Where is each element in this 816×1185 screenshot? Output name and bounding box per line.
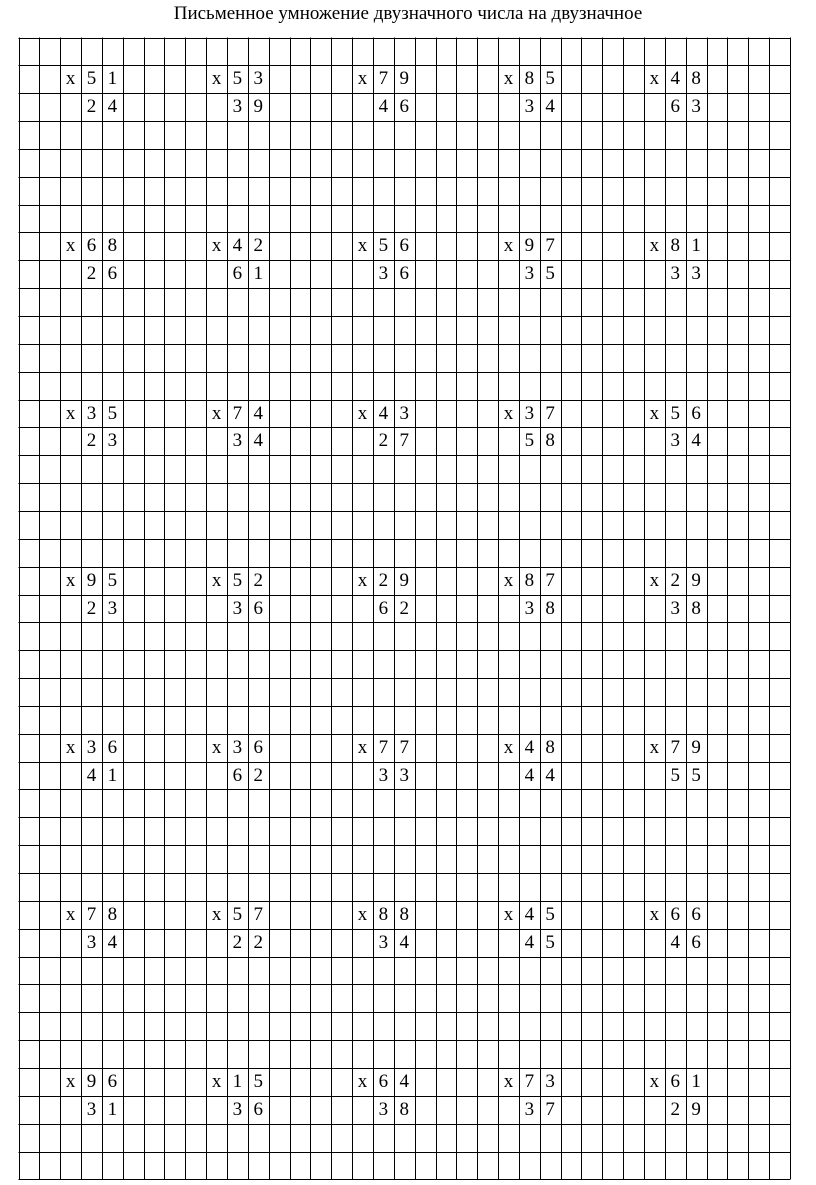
multiplicand-ones-digit: 2: [253, 569, 264, 591]
multiplier-ones-digit: 5: [545, 931, 555, 953]
multiplier-ones-digit: 9: [253, 96, 264, 118]
multiplicand-tens-digit: 8: [524, 68, 535, 90]
multiplier-tens-digit: 3: [670, 597, 681, 619]
multiplicand-ones-digit: 8: [691, 68, 701, 90]
multiplicand-tens-digit: 8: [670, 235, 681, 257]
multiplier-ones-digit: 6: [107, 263, 118, 285]
multiplier-tens-digit: 3: [86, 1098, 97, 1120]
multiplicand-ones-digit: 3: [545, 1070, 555, 1092]
multiplicand-ones-digit: 5: [545, 68, 555, 90]
multiplier-ones-digit: 6: [253, 1098, 264, 1120]
multiplier-tens-digit: 3: [86, 931, 97, 953]
multiplier-ones-digit: 5: [545, 263, 555, 285]
multiplicand-ones-digit: 8: [545, 736, 555, 758]
multiply-sign: х: [649, 235, 660, 257]
multiplicand-tens-digit: 4: [524, 736, 535, 758]
multiplicand-tens-digit: 6: [378, 1070, 389, 1092]
multiply-sign: х: [65, 1070, 76, 1092]
multiply-sign: х: [211, 1070, 222, 1092]
multiplier-tens-digit: 3: [378, 263, 389, 285]
multiply-sign: х: [649, 903, 660, 925]
multiplicand-ones-digit: 6: [107, 736, 118, 758]
multiply-sign: х: [649, 402, 660, 424]
multiplicand-tens-digit: 1: [232, 1070, 243, 1092]
multiplier-ones-digit: 9: [691, 1098, 701, 1120]
multiplier-ones-digit: 6: [253, 597, 264, 619]
multiplicand-ones-digit: 6: [691, 402, 701, 424]
multiplier-tens-digit: 5: [670, 764, 681, 786]
multiplicand-ones-digit: 7: [399, 736, 409, 758]
multiplier-ones-digit: 8: [545, 430, 555, 452]
multiplicand-tens-digit: 4: [670, 68, 681, 90]
multiplicand-ones-digit: 6: [691, 903, 701, 925]
multiplier-ones-digit: 8: [691, 597, 701, 619]
multiply-sign: х: [211, 68, 222, 90]
multiplier-tens-digit: 3: [232, 1098, 243, 1120]
multiplier-ones-digit: 4: [399, 931, 409, 953]
multiplier-ones-digit: 4: [253, 430, 264, 452]
multiplicand-tens-digit: 5: [378, 235, 389, 257]
multiplicand-tens-digit: 7: [378, 736, 389, 758]
multiplier-tens-digit: 3: [524, 96, 535, 118]
multiplicand-ones-digit: 5: [107, 402, 118, 424]
multiplier-tens-digit: 3: [524, 1098, 535, 1120]
multiplier-tens-digit: 4: [378, 96, 389, 118]
multiplier-tens-digit: 2: [86, 96, 97, 118]
multiplier-tens-digit: 2: [378, 430, 389, 452]
multiplicand-ones-digit: 8: [107, 235, 118, 257]
multiplier-ones-digit: 6: [399, 263, 409, 285]
multiplier-ones-digit: 5: [691, 764, 701, 786]
multiply-sign: х: [649, 68, 660, 90]
multiply-sign: х: [211, 402, 222, 424]
multiply-sign: х: [503, 235, 514, 257]
multiplier-tens-digit: 6: [378, 597, 389, 619]
multiplicand-ones-digit: 8: [107, 903, 118, 925]
multiply-sign: х: [503, 68, 514, 90]
multiplicand-tens-digit: 5: [670, 402, 681, 424]
multiplier-ones-digit: 1: [107, 1098, 118, 1120]
multiplicand-tens-digit: 3: [86, 736, 97, 758]
multiply-sign: х: [649, 736, 660, 758]
multiplicand-ones-digit: 4: [399, 1070, 409, 1092]
multiplicand-tens-digit: 8: [378, 903, 389, 925]
multiplier-ones-digit: 6: [691, 931, 701, 953]
multiplier-tens-digit: 6: [232, 263, 243, 285]
multiplicand-ones-digit: 9: [399, 569, 409, 591]
multiplier-tens-digit: 3: [524, 597, 535, 619]
multiply-sign: х: [65, 68, 76, 90]
multiply-sign: х: [357, 68, 368, 90]
multiply-sign: х: [65, 736, 76, 758]
multiplicand-ones-digit: 9: [691, 569, 701, 591]
multiplicand-tens-digit: 7: [86, 903, 97, 925]
multiplier-tens-digit: 3: [378, 931, 389, 953]
multiply-sign: х: [211, 569, 222, 591]
multiplicand-tens-digit: 3: [86, 402, 97, 424]
multiplicand-tens-digit: 2: [378, 569, 389, 591]
multiplicand-tens-digit: 4: [378, 402, 389, 424]
multiplicand-tens-digit: 7: [232, 402, 243, 424]
multiplicand-ones-digit: 4: [253, 402, 264, 424]
multiplicand-ones-digit: 5: [545, 903, 555, 925]
multiplicand-ones-digit: 6: [399, 235, 409, 257]
multiplier-ones-digit: 2: [253, 764, 264, 786]
multiplier-ones-digit: 4: [107, 96, 118, 118]
multiplier-tens-digit: 3: [670, 263, 681, 285]
multiplier-tens-digit: 4: [670, 931, 681, 953]
multiplicand-tens-digit: 3: [232, 736, 243, 758]
multiplicand-tens-digit: 7: [670, 736, 681, 758]
multiply-sign: х: [357, 235, 368, 257]
multiplicand-tens-digit: 6: [670, 903, 681, 925]
multiplicand-tens-digit: 3: [524, 402, 535, 424]
multiplier-tens-digit: 3: [378, 1098, 389, 1120]
multiplicand-tens-digit: 5: [232, 903, 243, 925]
multiplier-tens-digit: 3: [232, 597, 243, 619]
multiplicand-tens-digit: 9: [524, 235, 535, 257]
multiply-sign: х: [357, 569, 368, 591]
multiplier-ones-digit: 1: [107, 764, 118, 786]
multiplicand-ones-digit: 3: [253, 68, 264, 90]
multiplicand-ones-digit: 1: [691, 1070, 701, 1092]
multiply-sign: х: [503, 736, 514, 758]
multiplier-tens-digit: 4: [86, 764, 97, 786]
multiply-sign: х: [649, 1070, 660, 1092]
multiply-sign: х: [357, 1070, 368, 1092]
multiplier-tens-digit: 2: [232, 931, 243, 953]
multiplier-tens-digit: 3: [232, 96, 243, 118]
multiply-sign: х: [65, 235, 76, 257]
multiplicand-ones-digit: 6: [253, 736, 264, 758]
multiplier-ones-digit: 4: [107, 931, 118, 953]
multiply-sign: х: [211, 736, 222, 758]
multiplicand-tens-digit: 5: [232, 569, 243, 591]
multiplicand-tens-digit: 6: [670, 1070, 681, 1092]
multiplier-tens-digit: 2: [86, 430, 97, 452]
multiply-sign: х: [357, 402, 368, 424]
multiplier-ones-digit: 7: [545, 1098, 555, 1120]
multiplicand-tens-digit: 4: [524, 903, 535, 925]
multiplicand-ones-digit: 1: [691, 235, 701, 257]
multiplier-tens-digit: 3: [232, 430, 243, 452]
multiplier-ones-digit: 3: [399, 764, 409, 786]
multiplicand-ones-digit: 9: [691, 736, 701, 758]
multiplier-tens-digit: 3: [670, 430, 681, 452]
multiplier-tens-digit: 4: [524, 931, 535, 953]
multiplicand-ones-digit: 5: [253, 1070, 264, 1092]
multiplicand-tens-digit: 9: [86, 1070, 97, 1092]
multiplier-ones-digit: 7: [399, 430, 409, 452]
multiply-sign: х: [357, 736, 368, 758]
multiplier-ones-digit: 4: [545, 96, 555, 118]
multiplier-ones-digit: 6: [399, 96, 409, 118]
multiplier-tens-digit: 4: [524, 764, 535, 786]
multiplier-ones-digit: 4: [545, 764, 555, 786]
multiplicand-tens-digit: 8: [524, 569, 535, 591]
multiplicand-tens-digit: 6: [86, 235, 97, 257]
multiplicand-tens-digit: 7: [524, 1070, 535, 1092]
multiply-sign: х: [211, 235, 222, 257]
multiplicand-ones-digit: 7: [545, 569, 555, 591]
multiplicand-tens-digit: 5: [86, 68, 97, 90]
multiplicand-ones-digit: 8: [399, 903, 409, 925]
multiplier-tens-digit: 6: [232, 764, 243, 786]
multiplier-ones-digit: 3: [107, 597, 118, 619]
multiplier-tens-digit: 2: [670, 1098, 681, 1120]
multiplicand-tens-digit: 7: [378, 68, 389, 90]
multiplicand-ones-digit: 5: [107, 569, 118, 591]
multiplier-ones-digit: 2: [253, 931, 264, 953]
multiplier-ones-digit: 8: [399, 1098, 409, 1120]
multiplier-ones-digit: 1: [253, 263, 264, 285]
multiplier-tens-digit: 5: [524, 430, 535, 452]
multiply-sign: х: [65, 569, 76, 591]
multiply-sign: х: [357, 903, 368, 925]
multiply-sign: х: [503, 1070, 514, 1092]
multiplier-tens-digit: 2: [86, 597, 97, 619]
multiply-sign: х: [503, 903, 514, 925]
multiplier-ones-digit: 3: [107, 430, 118, 452]
multiply-sign: х: [503, 569, 514, 591]
multiplier-ones-digit: 3: [691, 96, 701, 118]
multiplicand-tens-digit: 5: [232, 68, 243, 90]
multiplicand-ones-digit: 1: [107, 68, 118, 90]
multiply-sign: х: [649, 569, 660, 591]
multiplicand-ones-digit: 2: [253, 235, 264, 257]
multiplier-ones-digit: 2: [399, 597, 409, 619]
multiplicand-tens-digit: 4: [232, 235, 243, 257]
page-title: Письменное умножение двузначного числа на двузначное: [173, 3, 643, 24]
multiply-sign: х: [503, 402, 514, 424]
multiplicand-tens-digit: 9: [86, 569, 97, 591]
multiply-sign: х: [211, 903, 222, 925]
multiplier-tens-digit: 2: [86, 263, 97, 285]
multiplier-ones-digit: 8: [545, 597, 555, 619]
multiplier-ones-digit: 3: [691, 263, 701, 285]
multiplicand-ones-digit: 7: [545, 402, 555, 424]
multiply-sign: х: [65, 402, 76, 424]
multiplicand-ones-digit: 7: [253, 903, 264, 925]
multiplicand-ones-digit: 6: [107, 1070, 118, 1092]
multiply-sign: х: [65, 903, 76, 925]
multiplicand-tens-digit: 2: [670, 569, 681, 591]
multiplicand-ones-digit: 3: [399, 402, 409, 424]
multiplicand-ones-digit: 9: [399, 68, 409, 90]
multiplicand-ones-digit: 7: [545, 235, 555, 257]
multiplier-ones-digit: 4: [691, 430, 701, 452]
multiplier-tens-digit: 6: [670, 96, 681, 118]
multiplier-tens-digit: 3: [524, 263, 535, 285]
multiplier-tens-digit: 3: [378, 764, 389, 786]
